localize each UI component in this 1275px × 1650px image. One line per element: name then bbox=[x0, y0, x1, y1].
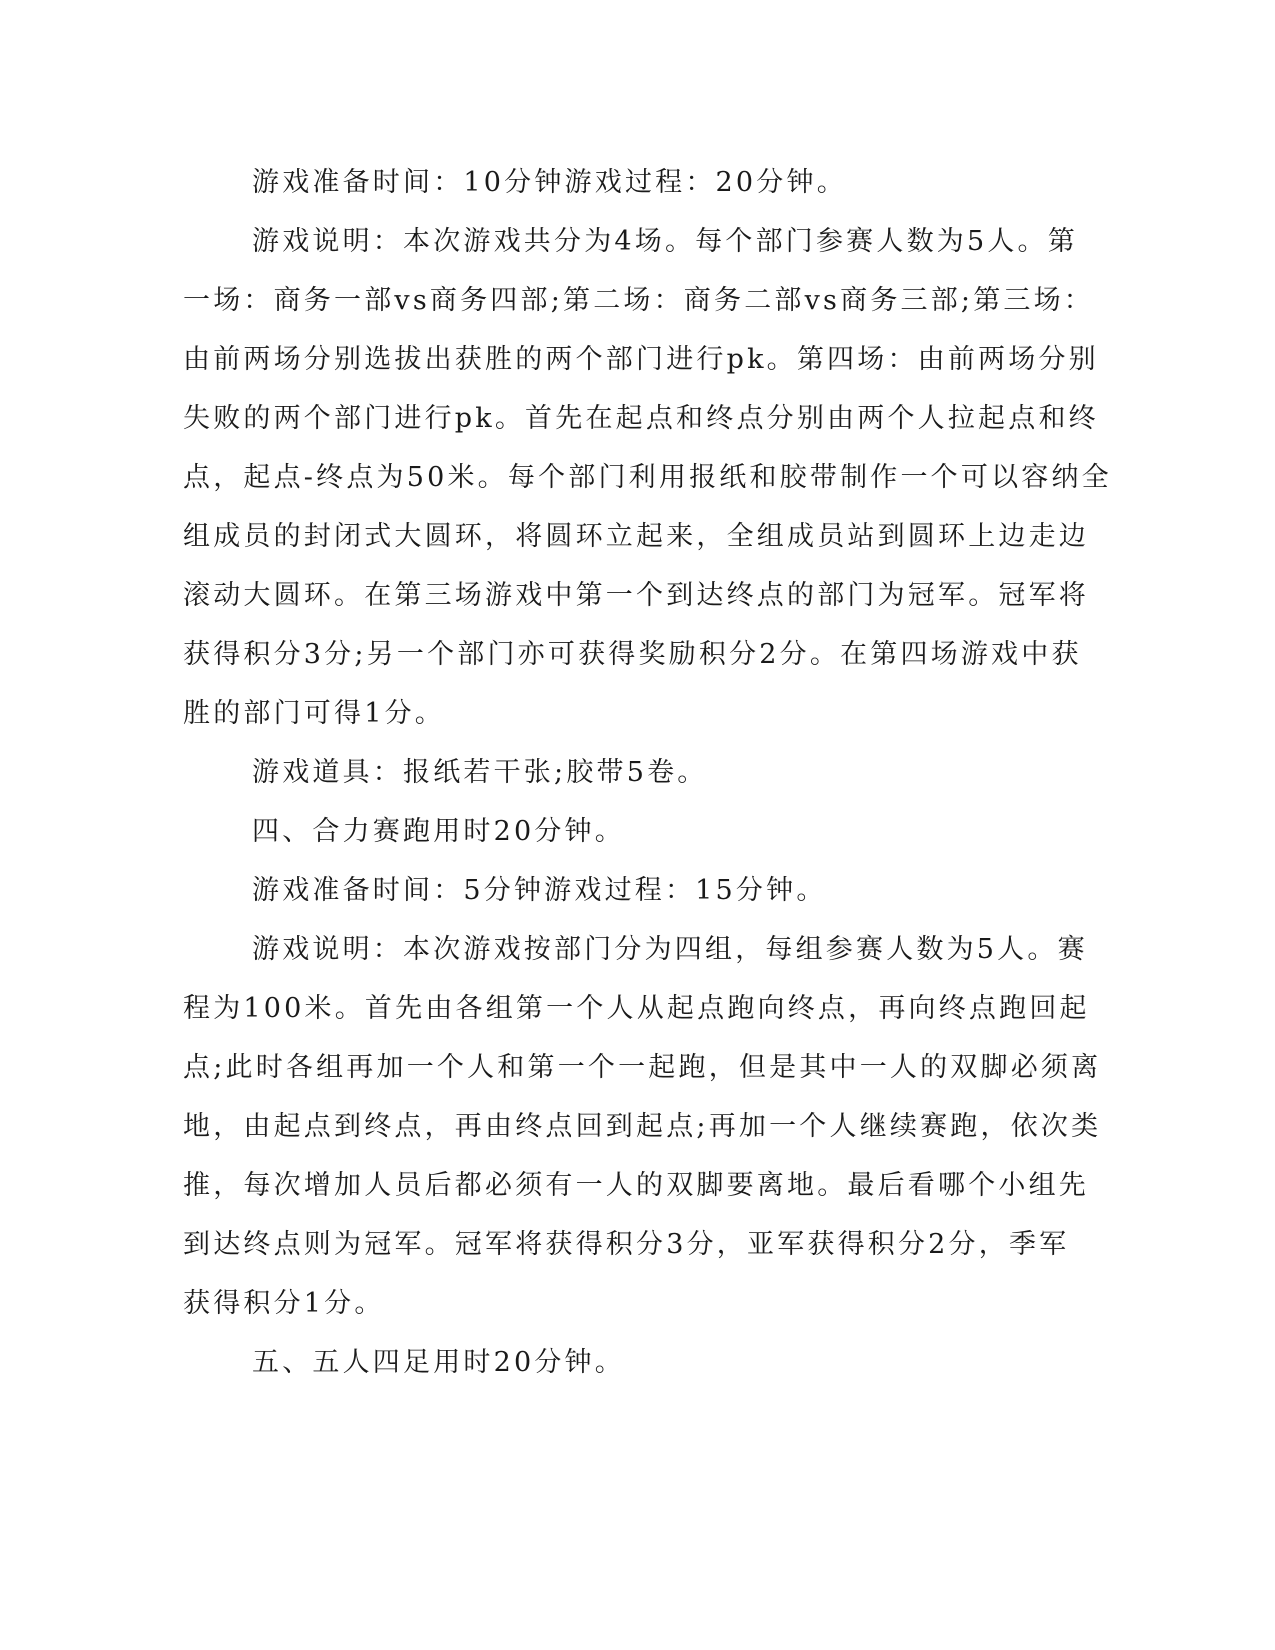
paragraph-description-2-line-2: 程为100米。首先由各组第一个人从起点跑向终点，再向终点跑回起 bbox=[183, 993, 1090, 1024]
paragraph-description-1-line-4: 失败的两个部门进行pk。首先在起点和终点分别由两个人拉起点和终 bbox=[183, 403, 1099, 434]
document-body bbox=[183, 153, 1112, 1392]
paragraph-description-1-line-6: 组成员的封闭式大圆环，将圆环立起来，全组成员站到圆环上边走边 bbox=[183, 521, 1089, 552]
paragraph-prep-time-1: 游戏准备时间：10分钟游戏过程：20分钟。 bbox=[252, 167, 847, 198]
paragraph-props: 游戏道具：报纸若干张;胶带5卷。 bbox=[252, 757, 708, 788]
paragraph-prep-time-2: 游戏准备时间：5分钟游戏过程：15分钟。 bbox=[252, 875, 827, 906]
paragraph-description-1-line-3: 由前两场分别选拔出获胜的两个部门进行pk。第四场：由前两场分别 bbox=[183, 344, 1099, 375]
paragraph-description-2-line-3: 点;此时各组再加一个人和第一个一起跑，但是其中一人的双脚必须离 bbox=[183, 1052, 1102, 1083]
paragraph-description-2-line-6: 到达终点则为冠军。冠军将获得积分3分，亚军获得积分2分，季军 bbox=[183, 1229, 1070, 1260]
paragraph-description-2-line-4: 地，由起点到终点，再由终点回到起点;再加一个人继续赛跑，依次类 bbox=[183, 1111, 1102, 1142]
section-heading-four: 四、合力赛跑用时20分钟。 bbox=[252, 816, 625, 847]
paragraph-description-1-line-1: 游戏说明：本次游戏共分为4场。每个部门参赛人数为5人。第 bbox=[252, 226, 1078, 257]
paragraph-description-1-line-9: 胜的部门可得1分。 bbox=[183, 698, 445, 729]
paragraph-description-2-line-5: 推，每次增加人员后都必须有一人的双脚要离地。最后看哪个小组先 bbox=[183, 1170, 1089, 1201]
paragraph-description-1-line-2: 一场：商务一部vs商务四部;第二场：商务二部vs商务三部;第三场： bbox=[183, 285, 1095, 316]
paragraph-description-1-line-8: 获得积分3分;另一个部门亦可获得奖励积分2分。在第四场游戏中获 bbox=[183, 639, 1082, 670]
paragraph-description-1-line-7: 滚动大圆环。在第三场游戏中第一个到达终点的部门为冠军。冠军将 bbox=[183, 580, 1089, 611]
section-heading-five: 五、五人四足用时20分钟。 bbox=[252, 1347, 625, 1378]
paragraph-description-2-line-1: 游戏说明：本次游戏按部门分为四组，每组参赛人数为5人。赛 bbox=[252, 934, 1088, 965]
paragraph-description-1-line-5: 点，起点-终点为50米。每个部门利用报纸和胶带制作一个可以容纳全 bbox=[183, 462, 1112, 493]
paragraph-description-2-line-7: 获得积分1分。 bbox=[183, 1288, 385, 1319]
